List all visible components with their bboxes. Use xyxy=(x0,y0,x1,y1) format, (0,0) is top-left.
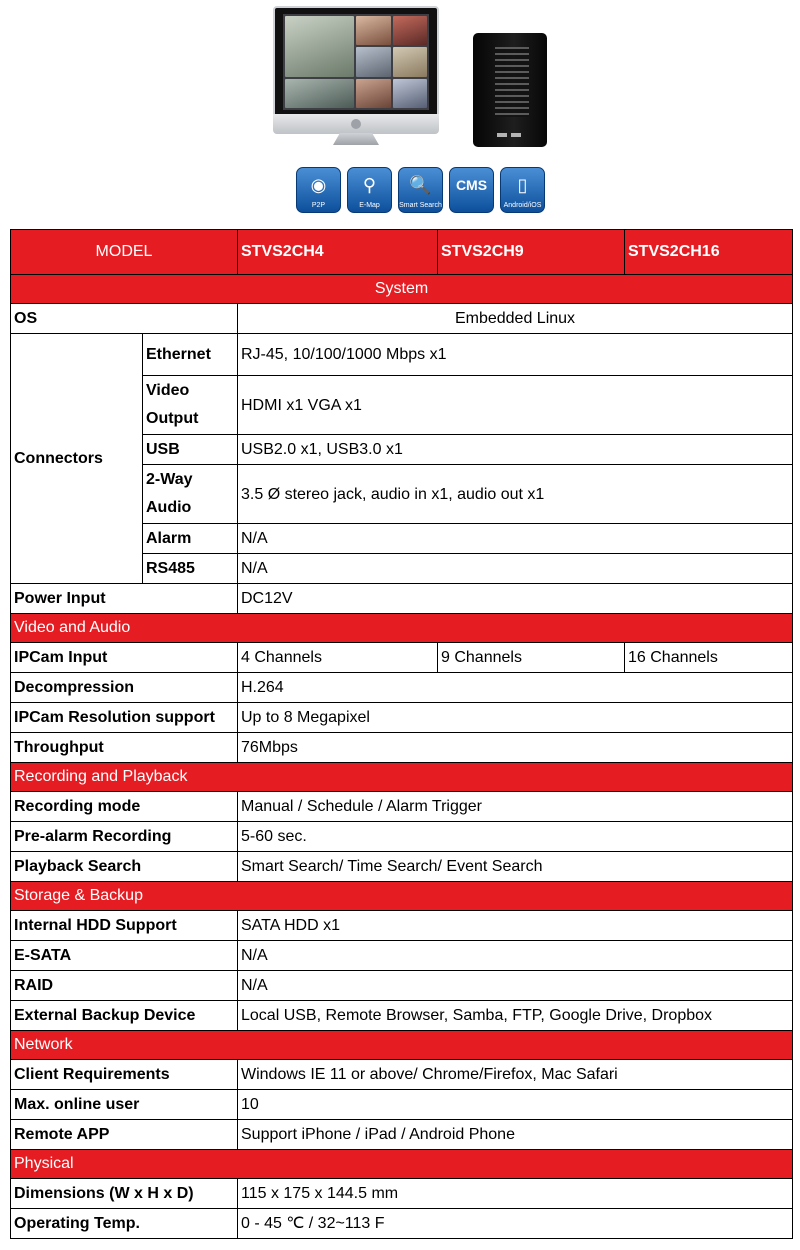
section-title: Recording and Playback xyxy=(11,763,793,792)
section-title: Storage & Backup xyxy=(11,882,793,911)
row-label: Alarm xyxy=(143,524,238,554)
android-ios-label: Android/iOS xyxy=(503,202,542,209)
row-value: 3.5 Ø stereo jack, audio in x1, audio out x1 xyxy=(238,465,793,524)
table-row xyxy=(11,971,793,1001)
product-hero xyxy=(0,0,800,222)
section-row-network xyxy=(11,1031,793,1060)
emap-glyph: ⚲ xyxy=(362,175,377,195)
row-value: H.264 xyxy=(238,673,793,703)
row-value: Embedded Linux xyxy=(238,304,793,334)
row-label xyxy=(143,465,238,524)
table-row xyxy=(11,1060,793,1090)
android-ios-icon xyxy=(500,167,545,213)
p2p-glyph: ◉ xyxy=(310,175,327,195)
spec-table xyxy=(10,229,793,1239)
row-value: Manual / Schedule / Alarm Trigger xyxy=(238,792,793,822)
usb-port-icon xyxy=(511,133,521,137)
table-row xyxy=(11,911,793,941)
table-row xyxy=(11,1090,793,1120)
apple-logo-icon xyxy=(351,119,361,129)
table-row xyxy=(11,822,793,852)
model-name: STVS2CH9 xyxy=(438,230,625,275)
row-label: Max. online user xyxy=(11,1090,238,1120)
table-row xyxy=(11,1209,793,1239)
row-value: Up to 8 Megapixel xyxy=(238,703,793,733)
camera-view xyxy=(356,16,391,45)
row-value: Local USB, Remote Browser, Samba, FTP, Google Drive, Dropbox xyxy=(238,1001,793,1031)
smart-search-glyph: 🔍 xyxy=(409,175,432,195)
row-value: N/A xyxy=(238,971,793,1001)
row-value: 5-60 sec. xyxy=(238,822,793,852)
p2p-label: P2P xyxy=(311,202,326,209)
table-row xyxy=(11,643,793,673)
section-row-recording xyxy=(11,763,793,792)
row-label: Remote APP xyxy=(11,1120,238,1150)
camera-view xyxy=(285,16,354,77)
feature-icons-row xyxy=(296,167,546,213)
camera-view xyxy=(356,79,391,108)
row-value: Smart Search/ Time Search/ Event Search xyxy=(238,852,793,882)
section-row-video-audio xyxy=(11,614,793,643)
row-label: Power Input xyxy=(11,584,238,614)
row-label-line: 2-Way xyxy=(146,471,193,488)
row-value: 76Mbps xyxy=(238,733,793,763)
cms-icon xyxy=(449,167,494,213)
row-value: N/A xyxy=(238,524,793,554)
camera-view xyxy=(393,16,428,45)
table-row xyxy=(11,673,793,703)
camera-view xyxy=(393,47,428,76)
connectors-label: Connectors xyxy=(11,334,143,584)
row-value: Windows IE 11 or above/ Chrome/Firefox, Mac Safari xyxy=(238,1060,793,1090)
row-value: DC12V xyxy=(238,584,793,614)
row-value: 0 - 45 ℃ / 32~113 F xyxy=(238,1209,793,1239)
camera-view xyxy=(285,79,354,108)
monitor-stand xyxy=(333,133,379,145)
row-label: Dimensions (W x H x D) xyxy=(11,1179,238,1209)
row-label: Pre-alarm Recording xyxy=(11,822,238,852)
row-label xyxy=(143,376,238,435)
model-label: MODEL xyxy=(11,230,238,275)
table-row xyxy=(11,1001,793,1031)
section-title: Video and Audio xyxy=(11,614,793,643)
monitor-screen xyxy=(273,6,439,118)
model-name: STVS2CH4 xyxy=(238,230,438,275)
row-value: RJ-45, 10/100/1000 Mbps x1 xyxy=(238,334,793,376)
row-value: 4 Channels xyxy=(238,643,438,673)
row-label-line: Output xyxy=(146,410,199,427)
monitor-image xyxy=(273,6,439,148)
row-label: Operating Temp. xyxy=(11,1209,238,1239)
table-row xyxy=(11,792,793,822)
row-label: RS485 xyxy=(143,554,238,584)
row-label: OS xyxy=(11,304,238,334)
table-row xyxy=(11,304,793,334)
table-row xyxy=(11,852,793,882)
row-label: Throughput xyxy=(11,733,238,763)
emap-icon xyxy=(347,167,392,213)
row-label: E-SATA xyxy=(11,941,238,971)
row-value: Support iPhone / iPad / Android Phone xyxy=(238,1120,793,1150)
row-value: SATA HDD x1 xyxy=(238,911,793,941)
camera-grid xyxy=(283,14,429,110)
row-label: USB xyxy=(143,435,238,465)
row-value: HDMI x1 VGA x1 xyxy=(238,376,793,435)
table-row xyxy=(11,703,793,733)
row-label: IPCam Input xyxy=(11,643,238,673)
row-value: 16 Channels xyxy=(625,643,793,673)
row-value: 115 x 175 x 144.5 mm xyxy=(238,1179,793,1209)
row-value: N/A xyxy=(238,554,793,584)
row-label: Recording mode xyxy=(11,792,238,822)
nvr-device-image xyxy=(473,33,547,147)
row-label: Internal HDD Support xyxy=(11,911,238,941)
section-title: System xyxy=(11,275,793,304)
row-label-line: Audio xyxy=(146,499,192,516)
row-label: IPCam Resolution support xyxy=(11,703,238,733)
row-value: 10 xyxy=(238,1090,793,1120)
android-ios-glyph: ▯ xyxy=(517,175,528,195)
table-row xyxy=(11,584,793,614)
row-value: USB2.0 x1, USB3.0 x1 xyxy=(238,435,793,465)
row-value: 9 Channels xyxy=(438,643,625,673)
row-label: Decompression xyxy=(11,673,238,703)
row-label: External Backup Device xyxy=(11,1001,238,1031)
usb-port-icon xyxy=(497,133,507,137)
emap-label: E-Map xyxy=(359,202,380,209)
model-name: STVS2CH16 xyxy=(625,230,793,275)
smart-search-label: Smart Search xyxy=(399,202,442,209)
section-row-storage xyxy=(11,882,793,911)
row-label: Playback Search xyxy=(11,852,238,882)
p2p-icon xyxy=(296,167,341,213)
row-label: RAID xyxy=(11,971,238,1001)
nvr-grille xyxy=(495,47,529,117)
model-header-row xyxy=(11,230,793,275)
section-row-physical xyxy=(11,1150,793,1179)
table-row xyxy=(11,1179,793,1209)
table-row xyxy=(11,941,793,971)
camera-view xyxy=(393,79,428,108)
section-row-system xyxy=(11,275,793,304)
smart-search-icon xyxy=(398,167,443,213)
table-row xyxy=(11,733,793,763)
row-label-line: Video xyxy=(146,382,190,399)
camera-view xyxy=(356,47,391,76)
section-title: Network xyxy=(11,1031,793,1060)
table-row xyxy=(11,1120,793,1150)
section-title: Physical xyxy=(11,1150,793,1179)
row-label: Client Requirements xyxy=(11,1060,238,1090)
row-value: N/A xyxy=(238,941,793,971)
cms-glyph: CMS xyxy=(455,177,488,193)
table-row xyxy=(11,334,793,376)
row-label: Ethernet xyxy=(143,334,238,376)
